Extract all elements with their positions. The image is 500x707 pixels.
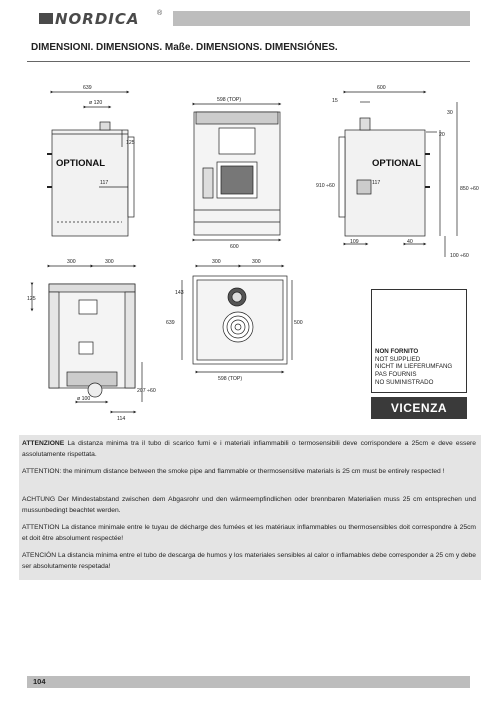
dim-left-width: 639 [83, 85, 92, 91]
dim-right-depth: 600 [377, 85, 386, 91]
dim-right-foot-right: 40 [407, 239, 413, 245]
dim-right-top-offset: 15 [332, 98, 338, 104]
front-view-drawing [194, 104, 280, 240]
page-footer [27, 676, 470, 688]
not-supplied-it: NON FORNITO [375, 348, 419, 355]
dim-rear-half-left: 300 [67, 259, 76, 265]
dim-right-total-height: 910 ÷60 [316, 183, 335, 189]
dim-rear-pipe: ø 100 [77, 396, 91, 402]
not-supplied-box [371, 289, 467, 393]
dim-right-a: 20 [439, 132, 445, 138]
warning-en: ATTENTION: the minimum distance between the smoke pipe and flammable or thermosensitive materials is 25 cm must be entirely respected ! [22, 468, 445, 475]
dim-top-half-left: 300 [212, 259, 221, 265]
page-number: 104 [33, 677, 46, 686]
dim-rear-base-offset: 114 [117, 416, 126, 422]
optional-label-left: OPTIONAL [56, 158, 106, 169]
warning-fr: ATTENTION La distance minimale entre le tuyau de décharge des fumées et les matériaux inflammables ou thermosensibles doit correspondre à 25cm et doit être absolument respectée! [22, 524, 476, 542]
dim-left-flue: ø 120 [89, 100, 103, 106]
not-supplied-de: NICHT IM LIEFERUMFANG [375, 363, 453, 371]
dim-top-width: 598 (TOP) [218, 376, 243, 382]
warning-de: ACHTUNG Der Mindestabstand zwischen dem Abgasrohr und den wärmeempfindlichen oder brennbaren Materialien muss 25 cm entsprechen und mussunbedingt beachtet werden. [22, 496, 476, 514]
warning-it [22, 439, 476, 460]
not-supplied-list [372, 348, 466, 387]
not-supplied-es: NO SUMINISTRADO [375, 378, 434, 386]
side-view-right-drawing [339, 92, 457, 257]
not-supplied-en: NOT SUPPLIED [375, 355, 421, 363]
page-header [27, 10, 470, 27]
page-title: DIMENSIONI. DIMENSIONS. Maße. DIMENSIONS. DIMENSIÓNES. [31, 42, 338, 53]
top-view-drawing [182, 266, 292, 372]
dim-rear-half-right: 300 [105, 259, 114, 265]
dim-top-half-right: 300 [252, 259, 261, 265]
warning-it-text: La distanza minima tra il tubo di scarico fumi e i materiali infiammabili o termosensibili deve corrispondere a 25cm e deve essere assolutamente rispettata. [22, 440, 476, 458]
dim-right-optional-height: 117 [372, 180, 381, 186]
dim-right-foot-left: 109 [350, 239, 359, 245]
logo-mark [39, 13, 53, 24]
model-name-badge: VICENZA [371, 397, 467, 419]
rear-view-drawing [32, 266, 142, 412]
dim-left-optional-height: 117 [100, 180, 109, 186]
logo-registered: ® [157, 10, 163, 17]
dim-right-foot-height: 100 ÷60 [450, 253, 469, 259]
dim-rear-base-height: 207 ÷60 [137, 388, 156, 394]
dim-top-depth-right: 500 [294, 320, 303, 326]
not-supplied-fr: PAS FOURNIS [375, 371, 417, 379]
dim-right-b: 30 [447, 110, 453, 116]
dim-rear-side-height: 125 [27, 296, 36, 302]
optional-label-right: OPTIONAL [372, 158, 422, 169]
warning-box [19, 435, 481, 580]
dim-top-depth: 639 [166, 320, 175, 326]
dim-front-top: 598 (TOP) [217, 97, 242, 103]
dim-front-base: 600 [230, 244, 239, 250]
warning-es: ATENCIÓN La distancia mínima entre el tubo de descarga de humos y los materiales sensibles al calor o inflamables debe corresponder a 25 cm y debe ser absolutamente respetada! [22, 552, 476, 570]
dim-top-ring-offset: 143 [175, 290, 184, 296]
dim-right-flue-height: 850 ÷60 [460, 186, 479, 192]
dim-left-side-height: 125 [126, 140, 135, 146]
nordica-logo [27, 10, 173, 27]
warning-it-label: ATTENZIONE [22, 440, 65, 447]
logo-wordmark: NORDICA [55, 10, 140, 28]
